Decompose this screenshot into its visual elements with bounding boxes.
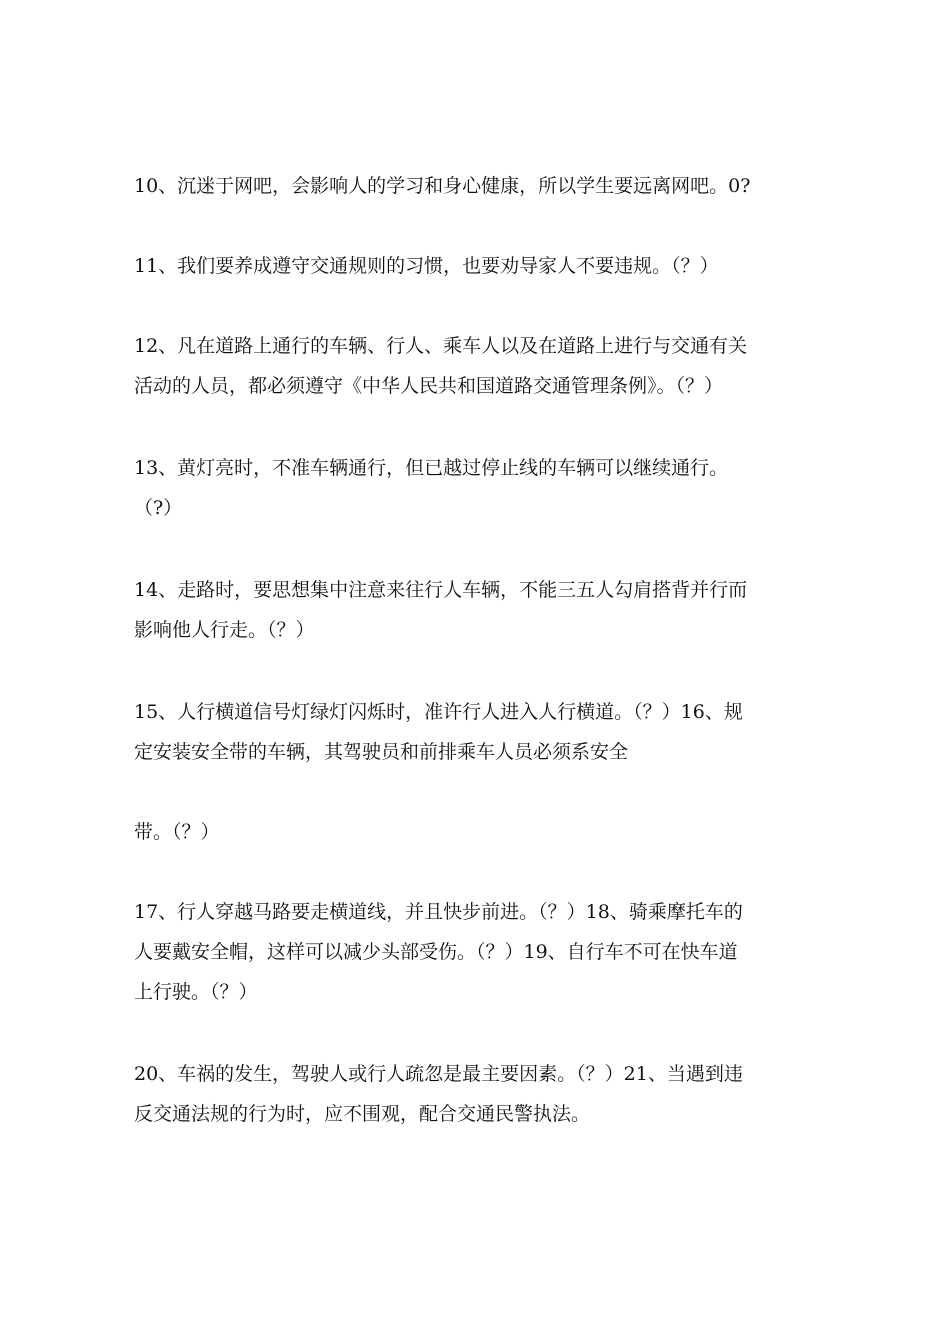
text-line-item-20-21-part1: 20、车祸的发生，驾驶人或行人疏忽是最主要因素。（？）21、当遇到违 xyxy=(134,1063,743,1085)
text-line-item-12-part2: 活动的人员，都必须遵守《中华人民共和国道路交通管理条例》。（？） xyxy=(134,375,724,397)
text-line-item-16-part3: 带。（？） xyxy=(134,821,220,843)
text-line-item-14-part1: 14、走路时，要思想集中注意来往行人车辆，不能三五人勾肩搭背并行而 xyxy=(134,579,748,601)
text-line-item-13-part1: 13、黄灯亮时，不准车辆通行，但已越过停止线的车辆可以继续通行。 xyxy=(134,457,729,479)
text-line-item-14-part2: 影响他人行走。（？） xyxy=(134,619,315,641)
text-line-item-11: 11、我们要养成遵守交通规则的习惯，也要劝导家人不要违规。（？） xyxy=(134,255,719,277)
text-line-item-12-part1: 12、凡在道路上通行的车辆、行人、乘车人以及在道路上进行与交通有关 xyxy=(134,335,748,357)
text-line-item-21-part2: 反交通法规的行为时，应不围观，配合交通民警执法。 xyxy=(134,1103,591,1125)
text-line-item-10: 10、沉迷于网吧，会影响人的学习和身心健康，所以学生要远离网吧。0? xyxy=(134,175,751,197)
text-line-item-13-part2: （?） xyxy=(134,497,183,519)
text-line-item-19-part3: 上行驶。（？） xyxy=(134,981,258,1003)
text-line-item-17-18-part1: 17、行人穿越马路要走横道线，并且快步前进。（？）18、骑乘摩托车的 xyxy=(134,901,743,923)
text-line-item-16-part2: 定安装安全带的车辆，其驾驶员和前排乘车人员必须系安全 xyxy=(134,741,629,763)
text-line-item-18-19-part2: 人要戴安全帽，这样可以减少头部受伤。（？）19、自行车不可在快车道 xyxy=(134,941,738,963)
text-line-item-15-16-part1: 15、人行横道信号灯绿灯闪烁时，准许行人进入人行横道。（？）16、规 xyxy=(134,701,743,723)
